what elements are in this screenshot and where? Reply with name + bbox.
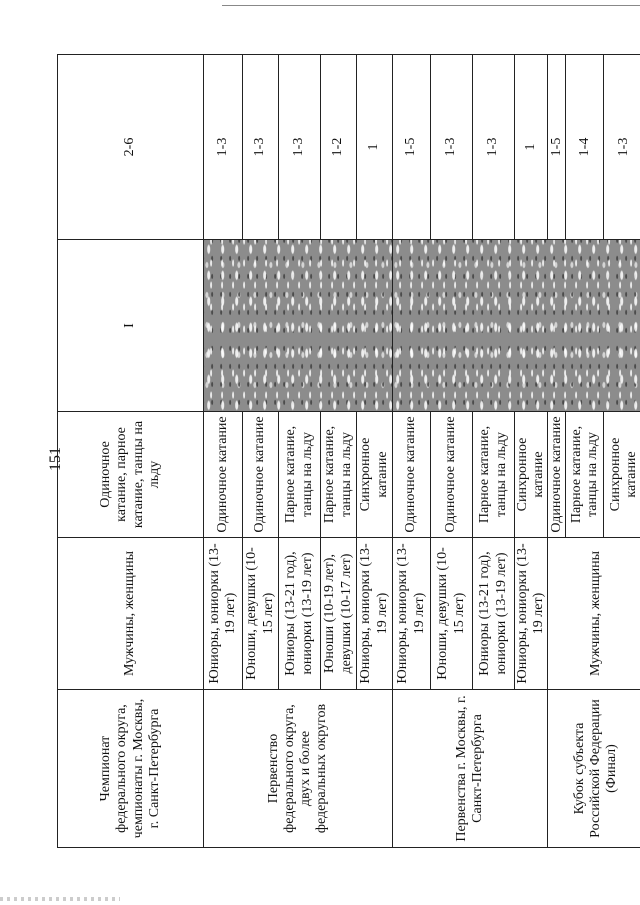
shaded-place-cell bbox=[393, 240, 640, 412]
participants-cell: Мужчины, женщины bbox=[548, 538, 640, 690]
discipline-cell: Парное катание, танцы на льду bbox=[321, 412, 357, 538]
discipline-cell: Одиночное катание bbox=[431, 412, 473, 538]
participants-cell: Юниоры, юниорки (13-19 лет) bbox=[357, 538, 393, 690]
competition-cell: Первенства г. Москвы, г. Санкт-Петербурга bbox=[393, 690, 548, 848]
table-row bbox=[204, 55, 243, 848]
discipline-cell: Одиночное катание bbox=[548, 412, 566, 538]
range-cell: 1-5 bbox=[393, 55, 431, 240]
participants-cell: Юноши, девушки (10-15 лет) bbox=[431, 538, 473, 690]
scan-edge-artifact bbox=[0, 897, 120, 901]
range-cell: 1 bbox=[515, 55, 548, 240]
competition-cell: Первенство федерального округа, двух и более федеральных округов bbox=[204, 690, 393, 848]
discipline-cell: Одиночное катание bbox=[393, 412, 431, 538]
participants-cell: Мужчины, женщины bbox=[58, 538, 204, 690]
participants-cell: Юниоры (13-21 год), юниорки (13-19 лет) bbox=[473, 538, 515, 690]
table-row bbox=[548, 55, 566, 848]
discipline-cell: Парное катание, танцы на льду bbox=[473, 412, 515, 538]
discipline-cell: Парное катание, танцы на льду bbox=[566, 412, 604, 538]
discipline-cell: Одиночное катание bbox=[204, 412, 243, 538]
discipline-cell: Синхронное катание bbox=[515, 412, 548, 538]
range-cell: 1-3 bbox=[204, 55, 243, 240]
range-cell: 1-3 bbox=[431, 55, 473, 240]
table-row bbox=[393, 55, 431, 848]
range-cell: 1-3 bbox=[473, 55, 515, 240]
participants-cell: Юниоры (13-21 год), юниорки (13-19 лет) bbox=[279, 538, 321, 690]
page-number: 151 bbox=[47, 447, 64, 471]
discipline-cell: Одиночное катание, парное катание, танцы на льду bbox=[58, 412, 204, 538]
range-cell: 1-3 bbox=[604, 55, 640, 240]
discipline-cell: Синхронное катание bbox=[604, 412, 640, 538]
range-cell: 1-2 bbox=[321, 55, 357, 240]
participants-cell: Юниоры, юниорки (13-19 лет) bbox=[204, 538, 243, 690]
range-cell: 1-3 bbox=[279, 55, 321, 240]
range-cell: 1-5 bbox=[548, 55, 566, 240]
top-rule bbox=[222, 5, 640, 6]
range-cell: 2-6 bbox=[58, 55, 204, 240]
shaded-place-cell bbox=[204, 240, 393, 412]
table-row bbox=[58, 55, 204, 848]
competition-cell: Чемпионат федерального округа, чемпионаты г. Москвы, г. Санкт-Петербурга bbox=[58, 690, 204, 848]
participants-cell: Юниоры, юниорки (13-19 лет) bbox=[393, 538, 431, 690]
range-cell: 1 bbox=[357, 55, 393, 240]
competition-cell: Кубок субъекта Российской Федерации (Финал) bbox=[548, 690, 640, 848]
rotated-table-wrapper bbox=[57, 55, 639, 848]
rank-requirements-table bbox=[57, 54, 640, 848]
participants-cell: Юноши (10-19 лет), девушки (10-17 лет) bbox=[321, 538, 357, 690]
place-cell: I bbox=[58, 240, 204, 412]
discipline-cell: Парное катание, танцы на льду bbox=[279, 412, 321, 538]
discipline-cell: Синхронное катание bbox=[357, 412, 393, 538]
discipline-cell: Одиночное катание bbox=[243, 412, 279, 538]
participants-cell: Юноши, девушки (10-15 лет) bbox=[243, 538, 279, 690]
range-cell: 1-3 bbox=[243, 55, 279, 240]
participants-cell: Юниоры, юниорки (13-19 лет) bbox=[515, 538, 548, 690]
range-cell: 1-4 bbox=[566, 55, 604, 240]
